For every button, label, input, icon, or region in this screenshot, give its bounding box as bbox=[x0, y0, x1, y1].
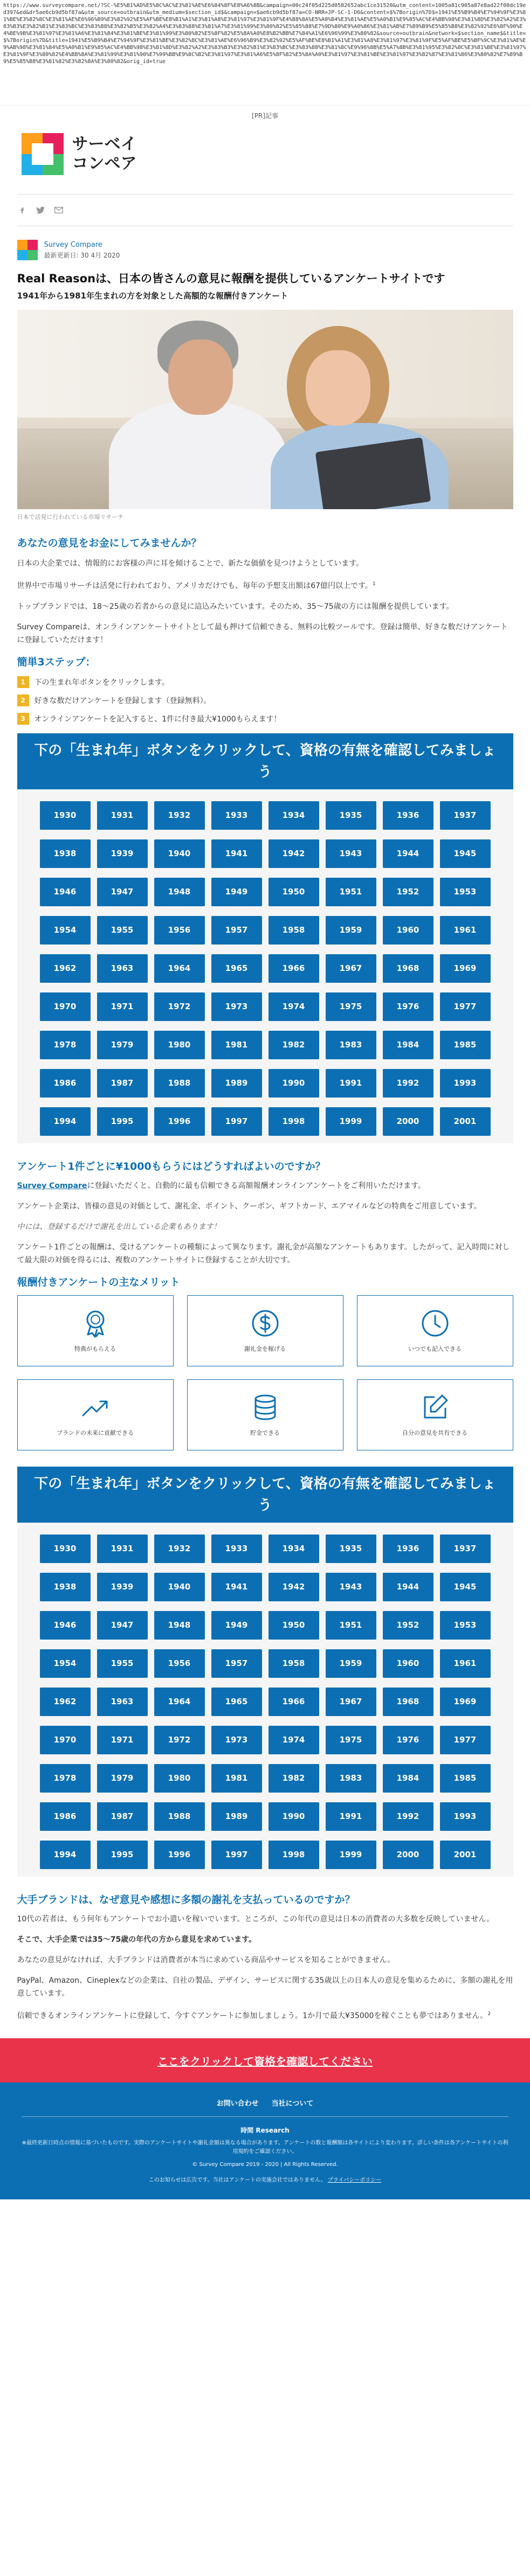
year-button-1936[interactable]: 1936 bbox=[383, 1535, 433, 1563]
year-button-1937[interactable]: 1937 bbox=[440, 801, 491, 830]
year-button-1992[interactable]: 1992 bbox=[383, 1802, 433, 1831]
section1-paragraph: 日本の大企業では、情報的にお客様の声に耳を傾けることで、新たな価値を見つけようとしています。 bbox=[17, 559, 364, 568]
year-button-1954[interactable]: 1954 bbox=[40, 1649, 91, 1678]
year-button-1970[interactable]: 1970 bbox=[40, 992, 91, 1021]
section3-title: 大手ブランドは、なぜ意見や感想に多額の謝礼を支払っているのですか？ bbox=[17, 1893, 355, 1906]
year-button-1967[interactable]: 1967 bbox=[326, 1688, 376, 1716]
author-name[interactable]: Survey Compare bbox=[44, 240, 102, 249]
footer-about-link[interactable]: 当社について bbox=[271, 2100, 314, 2108]
step-text: 好きな数だけアンケートを登録します（登録無料）。 bbox=[34, 696, 211, 705]
year-button-1931[interactable]: 1931 bbox=[97, 1535, 148, 1563]
year-button-1965[interactable]: 1965 bbox=[211, 954, 262, 983]
logo-mark-icon bbox=[22, 133, 64, 175]
year-selector-header: 下の「生まれ年」ボタンをクリックして、資格の有無を確認してみましょう bbox=[17, 733, 513, 789]
year-button-1951[interactable]: 1951 bbox=[326, 1611, 376, 1640]
year-button-1984[interactable]: 1984 bbox=[383, 1031, 433, 1059]
year-button-1947[interactable]: 1947 bbox=[97, 878, 148, 906]
year-button-1962[interactable]: 1962 bbox=[40, 1688, 91, 1716]
year-button-1980[interactable]: 1980 bbox=[154, 1031, 205, 1059]
year-button-1998[interactable]: 1998 bbox=[269, 1107, 319, 1136]
year-button-1936[interactable]: 1936 bbox=[383, 801, 433, 830]
facebook-icon[interactable] bbox=[17, 205, 27, 215]
trend-up-icon bbox=[81, 1393, 110, 1422]
author-avatar bbox=[17, 240, 38, 260]
year-button-1941[interactable]: 1941 bbox=[211, 839, 262, 868]
year-button-1930[interactable]: 1930 bbox=[40, 1535, 91, 1563]
year-button-1977[interactable]: 1977 bbox=[440, 992, 491, 1021]
step-item bbox=[17, 713, 513, 725]
benefit-card bbox=[187, 1379, 343, 1450]
section1-paragraph bbox=[17, 578, 513, 593]
benefit-label: 謝礼金を稼げる bbox=[244, 1345, 286, 1352]
section1-paragraph: Survey Compareは、オンラインアンケートサイトとして最も押けて信頼できる、無料の比較ツールです。登録は簡単、好きな数だけアンケートに登録していただけます！ bbox=[17, 622, 508, 644]
step-number: 3 bbox=[17, 713, 29, 725]
year-button-1994[interactable]: 1994 bbox=[40, 1841, 91, 1869]
year-button-1938[interactable]: 1938 bbox=[40, 1573, 91, 1601]
year-button-1967[interactable]: 1967 bbox=[326, 954, 376, 983]
year-button-1981[interactable]: 1981 bbox=[211, 1031, 262, 1059]
subhead: 1941年から1981年生まれの方を対象とした高額的な報酬付きアンケート bbox=[17, 291, 288, 301]
year-button-1956[interactable]: 1956 bbox=[154, 916, 205, 945]
year-button-1958[interactable]: 1958 bbox=[269, 1649, 319, 1678]
year-button-1944[interactable]: 1944 bbox=[383, 839, 433, 868]
section3-paragraph: 10代の若者は、もう何年もアンケートでお小遣いを稼いでいます。ところが、この年代の意見は日本の消費者の大多数を反映していません。 bbox=[17, 1914, 494, 1924]
year-button-1963[interactable]: 1963 bbox=[97, 954, 148, 983]
survey-compare-link[interactable]: Survey Compare bbox=[17, 1181, 87, 1190]
year-button-1995[interactable]: 1995 bbox=[97, 1107, 148, 1136]
step-number: 2 bbox=[17, 695, 29, 706]
footer-disclaimer: ※最終更新日時点の情報に基づいたものです。実際のアンケートサイトや謝礼金額は異なる場合があります。アンケートの数と報酬額は各サイトにより変わります。詳しい条件は各アンケートサイトの利用規約をご確認ください。 bbox=[22, 2140, 508, 2155]
year-button-1992[interactable]: 1992 bbox=[383, 1069, 433, 1098]
year-button-1940[interactable]: 1940 bbox=[154, 839, 205, 868]
year-button-1991[interactable]: 1991 bbox=[326, 1802, 376, 1831]
footer-note-text: このお知らせは広告です。当社はアンケートの実施会社ではありません。 bbox=[148, 2177, 326, 2184]
footer-note bbox=[22, 2175, 508, 2183]
section1-paragraph: トップブランドでは、18～25歳の若者からの意見に這込みたいています。そのため、35～75歳の方には報酬を提供しています。 bbox=[17, 602, 454, 611]
twitter-icon[interactable] bbox=[36, 205, 45, 215]
year-button-1933[interactable]: 1933 bbox=[211, 801, 262, 830]
year-button-1975[interactable]: 1975 bbox=[326, 992, 376, 1021]
award-ribbon-icon bbox=[81, 1309, 110, 1338]
year-button-1985[interactable]: 1985 bbox=[440, 1031, 491, 1059]
edit-square-icon bbox=[421, 1393, 450, 1422]
year-button-1976[interactable]: 1976 bbox=[383, 1726, 433, 1754]
footer-title: 時間 Research bbox=[240, 2127, 290, 2135]
section1-paragraph-text: 世界中で市場リサーチは活発に行われており、アメリカだけでも、毎年の予想支出額は67億円以上です。 bbox=[17, 581, 373, 591]
year-button-2001[interactable]: 2001 bbox=[440, 1107, 491, 1136]
year-button-1971[interactable]: 1971 bbox=[97, 992, 148, 1021]
year-button-1949[interactable]: 1949 bbox=[211, 1611, 262, 1640]
year-button-1947[interactable]: 1947 bbox=[97, 1611, 148, 1640]
year-button-1933[interactable]: 1933 bbox=[211, 1535, 262, 1563]
year-button-1951[interactable]: 1951 bbox=[326, 878, 376, 906]
section1-title: あなたの意見をお金にしてみませんか？ bbox=[17, 537, 202, 549]
year-button-1996[interactable]: 1996 bbox=[154, 1841, 205, 1869]
year-button-1953[interactable]: 1953 bbox=[440, 878, 491, 906]
step-text: オンラインアンケートを記入すると、1件に付き最大¥1000もらえます！ bbox=[34, 714, 281, 724]
year-button-1968[interactable]: 1968 bbox=[383, 1688, 433, 1716]
year-grid bbox=[17, 801, 513, 1136]
year-button-1939[interactable]: 1939 bbox=[97, 839, 148, 868]
year-button-1934[interactable]: 1934 bbox=[269, 1535, 319, 1563]
section3-paragraph-text: 信頼できるオンラインアンケートに登録して、今すぐアンケートに参加しましょう。1か月で最大¥35000を稼ぐことも夢ではありません。 bbox=[17, 2011, 488, 2020]
benefits-title: 報酬付きアンケートの主なメリット bbox=[17, 1276, 180, 1288]
year-button-1968[interactable]: 1968 bbox=[383, 954, 433, 983]
year-button-1990[interactable]: 1990 bbox=[269, 1069, 319, 1098]
benefit-label: ブランドの未来に貢献できる bbox=[57, 1429, 134, 1436]
year-button-1963[interactable]: 1963 bbox=[97, 1688, 148, 1716]
coins-stack-icon bbox=[251, 1393, 280, 1422]
benefit-card bbox=[357, 1379, 513, 1450]
year-button-1935[interactable]: 1935 bbox=[326, 1535, 376, 1563]
year-button-2000[interactable]: 2000 bbox=[383, 1841, 433, 1869]
year-button-1943[interactable]: 1943 bbox=[326, 1573, 376, 1601]
year-button-1966[interactable]: 1966 bbox=[269, 1688, 319, 1716]
year-button-2000[interactable]: 2000 bbox=[383, 1107, 433, 1136]
year-button-1972[interactable]: 1972 bbox=[154, 1726, 205, 1754]
year-button-1966[interactable]: 1966 bbox=[269, 954, 319, 983]
year-button-1991[interactable]: 1991 bbox=[326, 1069, 376, 1098]
dollar-circle-icon bbox=[251, 1309, 280, 1338]
year-button-1988[interactable]: 1988 bbox=[154, 1069, 205, 1098]
section3-paragraph: あなたの意見がなければ、大手ブランドは消費者が本当に求めている商品やサービスを知ることができません。 bbox=[17, 1955, 395, 1964]
headline: Real Reasonは、日本の皆さんの意見に報酬を提供しているアンケートサイトです bbox=[17, 272, 445, 285]
year-button-1943[interactable]: 1943 bbox=[326, 839, 376, 868]
year-button-1971[interactable]: 1971 bbox=[97, 1726, 148, 1754]
privacy-policy-link[interactable]: プライバシーポリシー bbox=[327, 2177, 382, 2184]
section2-paragraph: 中には、登録するだけで謝礼を出している企業もあります！ bbox=[17, 1222, 221, 1231]
address-bar[interactable]: https://www.surveycompare.net/?SC-%E5%B1%AD%E5%8C%AC%E3%81%AE%E6%84%8F%E8%A6%8B&campaign=00c24f05d225d0582652abc1ce31520&utm_content=1005a81c905a87e8ad22f00dc19ed397&ed&dr5ae6cb9d5bf87a&utm_source=outbrain&utm_medium=$section_id$&campaign=$ae6cb9d5bf87a=CO-NRR=JP-SC-1-D6&content=$%7Borigin%7D$=1941%E5%B9%B4%E7%94%9F%E3%81%BE%E3%82%8C%E3%81%AE%E6%96%B9%E3%82%92%E5%AF%BE%E8%B1%A1%E3%81%A8%E3%81%97%E3%81%9F%E4%B8%8A%E5%A0%B4%E3%81%AE%E5%A0%B1%E9%85%AC%E4%BB%98%E3%81%8D%E3%82%A2%E3%83%B3%E3%82%B1%E3%83%BC%E3%83%88%E3%82%B5%E3%82%A4%E3%83%88%E3%81%A7%E3%81%99%E3%80%82%E5%85%88%E7%9D%80%E9%A0%86%E3%81%AB%E7%89%B9%E5%85%B8%E3%82%92%E6%8F%90%E4%BE%9B%E3%81%97%E3%81%A6%E3%81%84%E3%81%BE%E3%81%99%E3%80%82%E5%8F%82%E5%8A%A0%E8%B2%BB%E7%84%A1%E6%96%99%E3%80%82&source=outbrain&network=$section_name$&title=$%7Borigin%7D&title=1941%E5%B9%B4%E7%94%9F%E3%81%BE%E3%82%8C%E3%81%AE%E6%96%B9%E3%82%92%E5%AF%BE%E8%B1%A1%E3%81%A8%E3%81%97%E3%81%9F%E5%AF%BE%E5%BF%9C%E3%81%AE%E9%AB%98%E3%81%84%E5%A0%B1%E9%85%AC%E4%BB%98%E3%81%8D%E3%82%A2%E3%83%B3%E3%82%B1%E3%83%BC%E3%83%88%E3%81%8C%E9%96%8B%E5%A7%8B%E3%81%95%E3%82%8C%E3%81%BE%E3%81%97%E3%81%9F%E3%80%82%E4%BB%8A%E3%81%99%E3%81%90%E7%99%BB%E9%8C%B2%E3%81%97%E3%81%A6%E5%8F%82%E5%8A%A0%E3%81%97%E3%81%BE%E3%81%97%E3%82%87%E3%81%86%E3%80%82%E7%89%B9%E5%85%B8%E3%81%82%E3%82%8A%E3%80%82&orig_id=true bbox=[0, 0, 530, 106]
benefit-label: いつでも記入できる bbox=[408, 1345, 462, 1352]
year-button-1983[interactable]: 1983 bbox=[326, 1764, 376, 1793]
footnote-mark: 2 bbox=[487, 2011, 491, 2017]
section2-paragraph-text: に登録いただくと、自動的に最も信頼できる高額報酬オンラインアンケートをご利用いただけます。 bbox=[87, 1181, 426, 1190]
year-button-1946[interactable]: 1946 bbox=[40, 878, 91, 906]
year-button-1969[interactable]: 1969 bbox=[440, 954, 491, 983]
year-button-1997[interactable]: 1997 bbox=[211, 1107, 262, 1136]
year-button-1974[interactable]: 1974 bbox=[269, 992, 319, 1021]
year-button-1990[interactable]: 1990 bbox=[269, 1802, 319, 1831]
year-button-1965[interactable]: 1965 bbox=[211, 1688, 262, 1716]
year-button-1959[interactable]: 1959 bbox=[326, 916, 376, 945]
year-button-1996[interactable]: 1996 bbox=[154, 1107, 205, 1136]
benefit-label: 貯金できる bbox=[250, 1429, 280, 1436]
year-button-1969[interactable]: 1969 bbox=[440, 1688, 491, 1716]
year-button-1948[interactable]: 1948 bbox=[154, 1611, 205, 1640]
footer-divider bbox=[22, 2116, 508, 2117]
footer-links bbox=[22, 2098, 508, 2108]
year-grid bbox=[17, 1535, 513, 1869]
year-button-1973[interactable]: 1973 bbox=[211, 992, 262, 1021]
step-item bbox=[17, 695, 513, 706]
year-button-1932[interactable]: 1932 bbox=[154, 801, 205, 830]
year-button-1981[interactable]: 1981 bbox=[211, 1764, 262, 1793]
clock-icon bbox=[421, 1309, 450, 1338]
year-button-1945[interactable]: 1945 bbox=[440, 1573, 491, 1601]
section2-title: アンケート1件ごとに¥1000もらうにはどうすればよいのですか？ bbox=[17, 1160, 326, 1172]
year-button-1980[interactable]: 1980 bbox=[154, 1764, 205, 1793]
benefit-label: 自分の意見を共有できる bbox=[402, 1429, 467, 1436]
year-button-1987[interactable]: 1987 bbox=[97, 1802, 148, 1831]
year-button-1977[interactable]: 1977 bbox=[440, 1726, 491, 1754]
year-button-1976[interactable]: 1976 bbox=[383, 992, 433, 1021]
year-button-1982[interactable]: 1982 bbox=[269, 1031, 319, 1059]
footer bbox=[0, 2082, 530, 2199]
steps-title: 簡単3ステップ： bbox=[17, 656, 96, 668]
year-button-1964[interactable]: 1964 bbox=[154, 954, 205, 983]
section2-paragraph: アンケート企業は、皆様の意見の対価として、謝礼金、ポイント、クーポン、ギフトカード、エアマイルなどの特典をご用意しています。 bbox=[17, 1202, 481, 1211]
year-button-1956[interactable]: 1956 bbox=[154, 1649, 205, 1678]
year-button-1942[interactable]: 1942 bbox=[269, 839, 319, 868]
steps-list bbox=[17, 676, 513, 725]
step-item bbox=[17, 676, 513, 688]
year-button-1941[interactable]: 1941 bbox=[211, 1573, 262, 1601]
year-button-1995[interactable]: 1995 bbox=[97, 1841, 148, 1869]
year-button-1993[interactable]: 1993 bbox=[440, 1802, 491, 1831]
logo-line2: コンペア bbox=[72, 154, 137, 173]
year-button-1948[interactable]: 1948 bbox=[154, 878, 205, 906]
year-button-1993[interactable]: 1993 bbox=[440, 1069, 491, 1098]
step-number: 1 bbox=[17, 676, 29, 688]
year-button-1940[interactable]: 1940 bbox=[154, 1573, 205, 1601]
benefit-card bbox=[17, 1379, 174, 1450]
year-button-1972[interactable]: 1972 bbox=[154, 992, 205, 1021]
divider bbox=[17, 194, 513, 195]
year-button-1942[interactable]: 1942 bbox=[269, 1573, 319, 1601]
year-button-1978[interactable]: 1978 bbox=[40, 1764, 91, 1793]
year-button-1987[interactable]: 1987 bbox=[97, 1069, 148, 1098]
section3-paragraph: PayPal、Amazon、Cineplexなどの企業は、自社の製品、デザイン、サービスに関する35歳以上の日本人の意見を集めるために、多額の謝礼を用意しています。 bbox=[17, 1976, 513, 1998]
hero-image bbox=[17, 310, 513, 509]
year-button-1960[interactable]: 1960 bbox=[383, 916, 433, 945]
email-share-icon[interactable] bbox=[54, 205, 64, 215]
year-button-1997[interactable]: 1997 bbox=[211, 1841, 262, 1869]
benefit-card bbox=[187, 1295, 343, 1366]
author-block bbox=[17, 234, 513, 266]
year-button-1934[interactable]: 1934 bbox=[269, 801, 319, 830]
year-button-1978[interactable]: 1978 bbox=[40, 1031, 91, 1059]
year-button-1939[interactable]: 1939 bbox=[97, 1573, 148, 1601]
year-button-1984[interactable]: 1984 bbox=[383, 1764, 433, 1793]
year-button-1974[interactable]: 1974 bbox=[269, 1726, 319, 1754]
cta-bar bbox=[0, 2038, 530, 2082]
year-button-1944[interactable]: 1944 bbox=[383, 1573, 433, 1601]
year-button-1957[interactable]: 1957 bbox=[211, 916, 262, 945]
benefit-card bbox=[357, 1295, 513, 1366]
benefit-label: 特典がもらえる bbox=[74, 1345, 116, 1352]
year-button-1973[interactable]: 1973 bbox=[211, 1726, 262, 1754]
footer-contact-link[interactable]: お問い合わせ bbox=[216, 2100, 259, 2108]
year-button-1931[interactable]: 1931 bbox=[97, 801, 148, 830]
benefits-grid bbox=[17, 1295, 513, 1450]
year-button-1955[interactable]: 1955 bbox=[97, 916, 148, 945]
section3-paragraph bbox=[17, 2008, 513, 2023]
year-button-1950[interactable]: 1950 bbox=[269, 878, 319, 906]
section2-paragraph: アンケート1件ごとの報酬は、受けるアンケートの種類によって異なります。謝礼金が高額なアンケートもあります。したがって、記入時間に対して最大限の対価を得るには、複数のアンケートサイトに登録することが大切です。 bbox=[17, 1242, 510, 1265]
year-selector-1 bbox=[17, 733, 513, 1143]
year-button-1999[interactable]: 1999 bbox=[326, 1107, 376, 1136]
year-button-1979[interactable]: 1979 bbox=[97, 1031, 148, 1059]
year-button-1998[interactable]: 1998 bbox=[269, 1841, 319, 1869]
year-button-1986[interactable]: 1986 bbox=[40, 1069, 91, 1098]
year-button-1952[interactable]: 1952 bbox=[383, 1611, 433, 1640]
hero-caption: 日本で活発に行われている市場リサーチ bbox=[17, 513, 124, 520]
year-button-1961[interactable]: 1961 bbox=[440, 1649, 491, 1678]
year-button-1985[interactable]: 1985 bbox=[440, 1764, 491, 1793]
year-button-1999[interactable]: 1999 bbox=[326, 1841, 376, 1869]
year-button-1975[interactable]: 1975 bbox=[326, 1726, 376, 1754]
year-button-1959[interactable]: 1959 bbox=[326, 1649, 376, 1678]
year-button-1982[interactable]: 1982 bbox=[269, 1764, 319, 1793]
year-button-1970[interactable]: 1970 bbox=[40, 1726, 91, 1754]
check-eligibility-link[interactable]: ここをクリックして資格を確認してください bbox=[157, 2054, 373, 2068]
year-button-1958[interactable]: 1958 bbox=[269, 916, 319, 945]
year-button-1961[interactable]: 1961 bbox=[440, 916, 491, 945]
logo-line1: サーベイ bbox=[72, 135, 137, 154]
year-button-1988[interactable]: 1988 bbox=[154, 1802, 205, 1831]
year-selector-2 bbox=[17, 1467, 513, 1877]
year-button-1930[interactable]: 1930 bbox=[40, 801, 91, 830]
year-button-1949[interactable]: 1949 bbox=[211, 878, 262, 906]
pr-label: [PR]記事 bbox=[252, 112, 278, 120]
year-button-1938[interactable]: 1938 bbox=[40, 839, 91, 868]
year-button-1953[interactable]: 1953 bbox=[440, 1611, 491, 1640]
year-button-1945[interactable]: 1945 bbox=[440, 839, 491, 868]
benefit-card bbox=[17, 1295, 174, 1366]
year-button-1986[interactable]: 1986 bbox=[40, 1802, 91, 1831]
year-button-1962[interactable]: 1962 bbox=[40, 954, 91, 983]
year-button-1952[interactable]: 1952 bbox=[383, 878, 433, 906]
footnote-mark: 1 bbox=[372, 581, 376, 587]
year-button-1937[interactable]: 1937 bbox=[440, 1535, 491, 1563]
year-button-1955[interactable]: 1955 bbox=[97, 1649, 148, 1678]
site-logo[interactable] bbox=[17, 122, 513, 186]
year-button-1979[interactable]: 1979 bbox=[97, 1764, 148, 1793]
year-button-1960[interactable]: 1960 bbox=[383, 1649, 433, 1678]
footer-copyright: © Survey Compare 2019 - 2020 | All Rights Reserved. bbox=[192, 2162, 338, 2168]
year-button-1994[interactable]: 1994 bbox=[40, 1107, 91, 1136]
year-button-1932[interactable]: 1932 bbox=[154, 1535, 205, 1563]
year-button-1989[interactable]: 1989 bbox=[211, 1069, 262, 1098]
year-button-1950[interactable]: 1950 bbox=[269, 1611, 319, 1640]
year-button-1983[interactable]: 1983 bbox=[326, 1031, 376, 1059]
year-button-1946[interactable]: 1946 bbox=[40, 1611, 91, 1640]
share-bar bbox=[17, 202, 513, 218]
section3-paragraph: そこで、大手企業では35～75歳の年代の方から意見を求めています。 bbox=[17, 1935, 257, 1944]
year-button-1989[interactable]: 1989 bbox=[211, 1802, 262, 1831]
page-bottom-space bbox=[0, 2199, 530, 2221]
author-date: 最新更新日: 30 4月 2020 bbox=[44, 251, 120, 259]
year-button-2001[interactable]: 2001 bbox=[440, 1841, 491, 1869]
year-button-1957[interactable]: 1957 bbox=[211, 1649, 262, 1678]
logo-text bbox=[72, 135, 137, 173]
year-selector-header: 下の「生まれ年」ボタンをクリックして、資格の有無を確認してみましょう bbox=[17, 1467, 513, 1523]
year-button-1935[interactable]: 1935 bbox=[326, 801, 376, 830]
year-button-1964[interactable]: 1964 bbox=[154, 1688, 205, 1716]
step-text: 下の生まれ年ボタンをクリックします。 bbox=[34, 678, 169, 687]
section2-paragraph bbox=[17, 1179, 513, 1192]
year-button-1954[interactable]: 1954 bbox=[40, 916, 91, 945]
